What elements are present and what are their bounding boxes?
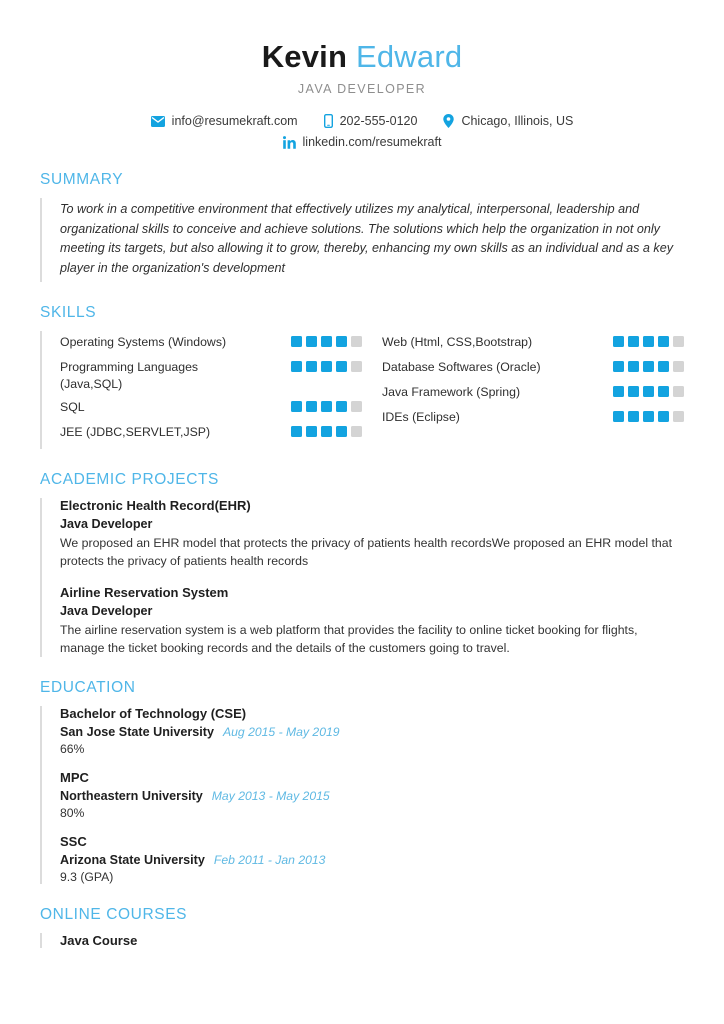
education-school: Arizona State University [60, 853, 205, 867]
skill-row [382, 409, 684, 427]
skill-row [382, 334, 684, 352]
skill-dot-filled [291, 361, 302, 372]
skill-name: JEE (JDBC,SERVLET,JSP) [60, 425, 211, 439]
skill-dot-filled [658, 386, 669, 397]
envelope-icon [151, 116, 165, 127]
skill-dot-filled [643, 386, 654, 397]
skill-dot-filled [336, 361, 347, 372]
project-role: Java Developer [60, 604, 153, 618]
education-degree: SSC [60, 834, 87, 849]
last-name: Edward [355, 39, 463, 74]
skill-dot-filled [628, 386, 639, 397]
skill-rating [291, 336, 362, 347]
skill-dot-filled [321, 336, 332, 347]
education-score: 80% [60, 806, 85, 820]
skill-dot-filled [628, 336, 639, 347]
education-school-line [60, 789, 684, 803]
project-name: Electronic Health Record(EHR) [60, 498, 251, 513]
skill-dot-filled [643, 411, 654, 422]
projects-body [40, 498, 684, 657]
skill-name: Web (Html, CSS,Bootstrap) [382, 335, 533, 349]
skill-rating [291, 426, 362, 437]
contact-phone[interactable] [324, 114, 418, 128]
project-description: The airline reservation system is a web platform that provides the facility to online ticket booking for flights, manage the ticket booking records and the details of the customers going to travel. [60, 623, 638, 655]
skill-dot-filled [336, 401, 347, 412]
skill-row [382, 359, 684, 377]
skill-rating [291, 401, 362, 412]
skill-row [60, 424, 362, 442]
project-description: We proposed an EHR model that protects the privacy of patients health recordsWe proposed an EHR model that protects the privacy of patients health records [60, 536, 672, 568]
skill-dot-empty [673, 411, 684, 422]
skill-dot-filled [613, 386, 624, 397]
section-title-education: EDUCATION [40, 679, 136, 696]
project-name: Airline Reservation System [60, 585, 229, 600]
section-summary [40, 171, 684, 282]
summary-text: To work in a competitive environment that effectively utilizes my analytical, interpersonal, leadership and organizational skills to conceive and achieve solutions. The solutions which help the organization in not only meeting its targets, but also allowing it to grow, thereby, enhancing my own skills as an individual and as a key player in the organization's development [60, 202, 673, 275]
education-entry [60, 834, 684, 884]
skill-dot-empty [351, 426, 362, 437]
skill-dot-empty [673, 386, 684, 397]
contact-linkedin[interactable] [283, 135, 442, 149]
skill-dot-filled [628, 361, 639, 372]
education-degree: MPC [60, 770, 89, 785]
candidate-name [40, 38, 684, 76]
education-dates: Feb 2011 - Jan 2013 [213, 853, 326, 867]
contact-location-text: Chicago, Illinois, US [461, 114, 574, 128]
skill-dot-empty [351, 336, 362, 347]
section-courses [40, 906, 684, 948]
skill-dot-filled [306, 401, 317, 412]
education-dates: Aug 2015 - May 2019 [223, 725, 340, 739]
skill-dot-empty [351, 401, 362, 412]
section-skills [40, 304, 684, 449]
skill-rating [291, 361, 362, 372]
skill-name: Programming Languages (Java,SQL) [60, 360, 199, 391]
skill-dot-filled [613, 411, 624, 422]
job-title: JAVA DEVELOPER [297, 82, 427, 96]
skill-dot-filled [336, 426, 347, 437]
skill-name: Database Softwares (Oracle) [382, 360, 541, 374]
contact-email-text: info@resumekraft.com [171, 114, 298, 128]
education-body [40, 706, 684, 884]
skill-name: SQL [60, 400, 85, 414]
education-degree: Bachelor of Technology (CSE) [60, 706, 247, 721]
section-title-summary: SUMMARY [40, 171, 124, 188]
mobile-phone-icon [324, 114, 333, 128]
education-dates: May 2013 - May 2015 [211, 789, 330, 803]
contact-location [443, 114, 573, 128]
skill-dot-filled [613, 361, 624, 372]
contact-email[interactable] [151, 114, 298, 128]
project-role: Java Developer [60, 517, 153, 531]
section-title-projects: ACADEMIC PROJECTS [40, 471, 219, 488]
skill-dot-filled [321, 361, 332, 372]
skill-dot-filled [658, 411, 669, 422]
section-education [40, 679, 684, 884]
skill-dot-empty [673, 336, 684, 347]
skill-dot-filled [336, 336, 347, 347]
skills-body [40, 331, 684, 449]
skill-dot-filled [643, 361, 654, 372]
skill-dot-empty [673, 361, 684, 372]
section-title-skills: SKILLS [40, 304, 97, 321]
skill-dot-filled [291, 336, 302, 347]
skill-dot-filled [306, 426, 317, 437]
skill-name: Operating Systems (Windows) [60, 335, 227, 349]
skill-dot-filled [321, 426, 332, 437]
skill-row [60, 399, 362, 417]
skill-dot-filled [291, 426, 302, 437]
course-item: Java Course [60, 933, 138, 948]
skills-grid [60, 331, 684, 449]
skill-name: Java Framework (Spring) [382, 385, 521, 399]
skill-dot-empty [351, 361, 362, 372]
skill-row [60, 334, 362, 352]
contact-phone-text: 202-555-0120 [339, 114, 418, 128]
summary-body [40, 198, 684, 282]
skill-row [60, 359, 362, 392]
skill-dot-filled [628, 411, 639, 422]
education-school-line [60, 725, 684, 739]
project-entry [60, 498, 684, 570]
skills-column-left [60, 334, 362, 449]
skill-dot-filled [643, 336, 654, 347]
skill-dot-filled [658, 336, 669, 347]
skill-dot-filled [306, 361, 317, 372]
resume-header [40, 0, 684, 149]
skill-row [382, 384, 684, 402]
contact-row-primary [40, 114, 684, 128]
skill-name: IDEs (Eclipse) [382, 410, 460, 424]
skill-dot-filled [613, 336, 624, 347]
contact-row-secondary [40, 135, 684, 149]
education-entry [60, 706, 684, 756]
contact-linkedin-text: linkedin.com/resumekraft [302, 135, 442, 149]
section-projects [40, 471, 684, 657]
education-school: San Jose State University [60, 725, 214, 739]
skill-dot-filled [306, 336, 317, 347]
skill-rating [613, 361, 684, 372]
education-school: Northeastern University [60, 789, 203, 803]
skill-rating [613, 386, 684, 397]
education-score: 9.3 (GPA) [60, 870, 114, 884]
skill-rating [613, 411, 684, 422]
skill-rating [613, 336, 684, 347]
section-title-courses: ONLINE COURSES [40, 906, 188, 923]
project-entry [60, 585, 684, 657]
education-school-line [60, 853, 684, 867]
skill-dot-filled [291, 401, 302, 412]
education-score: 66% [60, 742, 85, 756]
first-name: Kevin [261, 39, 348, 74]
education-entry [60, 770, 684, 820]
courses-body [40, 933, 684, 948]
skill-dot-filled [658, 361, 669, 372]
skills-column-right [382, 334, 684, 449]
map-pin-icon [443, 114, 454, 128]
linkedin-icon [283, 136, 296, 149]
skill-dot-filled [321, 401, 332, 412]
